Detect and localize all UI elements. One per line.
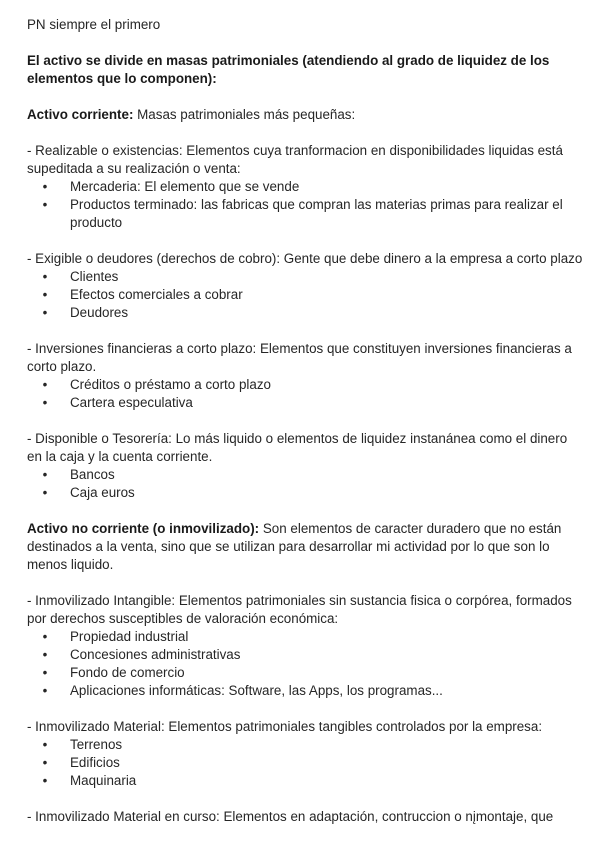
bullet-icon: • — [42, 683, 48, 698]
disponible-list — [27, 466, 583, 502]
bullet-icon: • — [42, 467, 48, 482]
material-text: - Inmovilizado Material: Elementos patrimoniales tangibles controlados por la empresa: — [27, 719, 543, 734]
list-item: • Mercaderia: El elemento que se vende — [27, 178, 583, 196]
bullet-icon: • — [42, 287, 48, 302]
bullet-icon: • — [42, 305, 48, 320]
bullet-icon: • — [42, 179, 48, 194]
activo-corriente-paragraph — [27, 106, 583, 124]
exigible-text: - Exigible o deudores (derechos de cobro): Gente que debe dinero a la empresa a corto plazo — [27, 251, 583, 266]
list-item: • Efectos comerciales a cobrar — [27, 286, 583, 304]
inversiones-text: - Inversiones financieras a corto plazo: Elementos que constituyen inversiones financieras a corto plazo. — [27, 341, 572, 374]
bullet-icon: • — [42, 773, 48, 788]
list-item: • Aplicaciones informáticas: Software, las Apps, los programas... — [27, 682, 583, 700]
intro-heading: El activo se divide en masas patrimoniales (atendiendo al grado de liquidez de los elementos que lo componen): — [27, 53, 550, 86]
bullet-icon: • — [42, 377, 48, 392]
list-item: • Cartera especulativa — [27, 394, 583, 412]
list-item: • Clientes — [27, 268, 583, 286]
bullet-icon: • — [42, 485, 48, 500]
bullet-icon: • — [42, 395, 48, 410]
disponible-text: - Disponible o Tesorería: Lo más liquido o elementos de liquidez instanánea como el dinero en la caja y la cuenta corriente. — [27, 431, 568, 464]
bullet-icon: • — [42, 665, 48, 680]
realizable-text: - Realizable o existencias: Elementos cuya tranformacion en disponibilidades liquidas está supeditada a su realización o venta: — [27, 143, 563, 176]
intangible-list — [27, 628, 583, 700]
material-list — [27, 736, 583, 790]
realizable-list — [27, 178, 583, 232]
list-item: • Edificios — [27, 754, 583, 772]
material-curso-text: - Inmovilizado Material en curso: Elementos en adaptación, contruccion o nįmontaje, que — [27, 809, 554, 824]
list-item: • Terrenos — [27, 736, 583, 754]
activo-no-corriente-heading: Activo no corriente (o inmovilizado): — [27, 521, 260, 536]
list-item: • Créditos o préstamo a corto plazo — [27, 376, 583, 394]
list-item: • Bancos — [27, 466, 583, 484]
bullet-icon: • — [42, 647, 48, 662]
intangible-text: - Inmovilizado Intangible: Elementos patrimoniales sin sustancia fisica o corpórea, formados por derechos susceptibles de valoración económica: — [27, 593, 572, 626]
doc-title: PN siempre el primero — [27, 17, 161, 32]
bullet-icon: • — [42, 269, 48, 284]
list-item: • Propiedad industrial — [27, 628, 583, 646]
activo-corriente-text: Masas patrimoniales más pequeñas: — [137, 107, 356, 122]
list-item: • Fondo de comercio — [27, 664, 583, 682]
list-item: • Productos terminado: las fabricas que compran las materias primas para realizar el producto — [27, 196, 583, 232]
bullet-icon: • — [42, 737, 48, 752]
exigible-list — [27, 268, 583, 322]
bullet-icon: • — [42, 197, 48, 212]
list-item: • Concesiones administrativas — [27, 646, 583, 664]
inversiones-list — [27, 376, 583, 412]
activo-corriente-heading: Activo corriente: — [27, 107, 134, 122]
activo-no-corriente-paragraph — [27, 520, 583, 574]
bullet-icon: • — [42, 629, 48, 644]
list-item: • Maquinaria — [27, 772, 583, 790]
list-item: • Deudores — [27, 304, 583, 322]
bullet-icon: • — [42, 755, 48, 770]
list-item: • Caja euros — [27, 484, 583, 502]
activo-no-corriente-text: Son elementos de caracter duradero que no están destinados a la venta, sino que se utilizan para desarrollar mi actividad por lo que son lo menos liquido. — [27, 521, 562, 572]
